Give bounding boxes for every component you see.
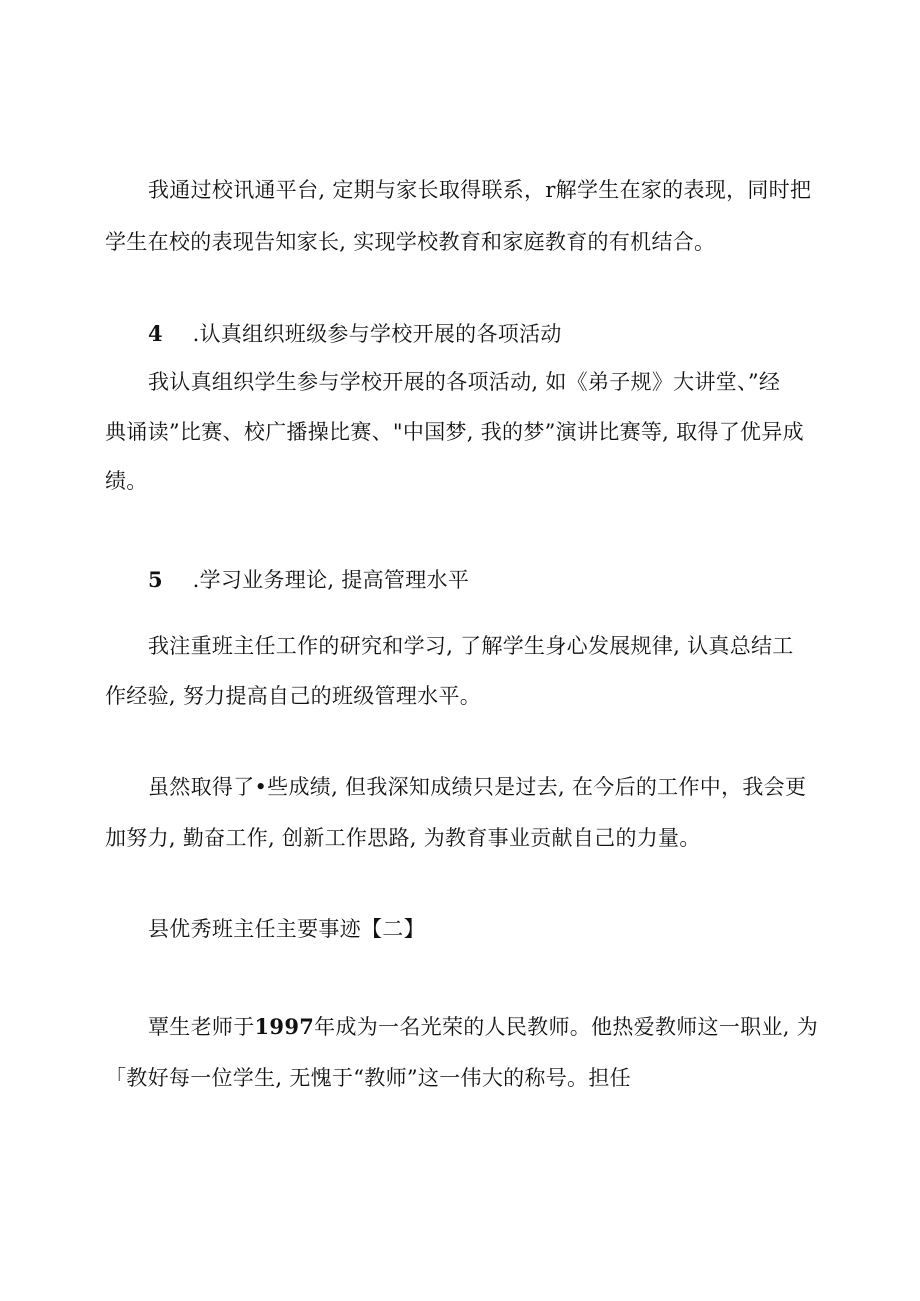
paragraph-line: 学生在校的表现告知家长, 实现学校教育和家庭教育的有机结合。: [105, 230, 716, 254]
section-heading-5: [148, 565, 469, 595]
paragraph-line: 我认真组织学生参与学校开展的各项活动, 如《弟子规》大讲堂、”经: [148, 370, 781, 394]
heading-number: 4: [148, 321, 163, 346]
year-number: 1997: [254, 1014, 315, 1039]
heading-text: .学习业务理论, 提高管理水平: [192, 568, 470, 592]
paragraph-line: 绩。: [105, 469, 148, 493]
paragraph-line: 我通过校讯通平台, 定期与家长取得联系，r解学生在家的表现，同时把: [148, 178, 812, 202]
paragraph-text: 覃生老师于: [148, 1015, 255, 1039]
paragraph-line: 加努力, 勤奋工作, 创新工作思路, 为教育事业贡献自己的力量。: [105, 826, 701, 850]
paragraph-line: 我注重班主任工作的研究和学习, 了解学生身心发展规律, 认真总结工: [148, 634, 794, 658]
paragraph-text: 年成为一名光荣的人民教师。他热爱教师这一职业, 为: [314, 1015, 819, 1039]
heading-text: .认真组织班级参与学校开展的各项活动: [192, 322, 562, 346]
paragraph-line: [148, 1012, 818, 1042]
section-heading-4: [148, 319, 562, 349]
paragraph-line: 「教好每一位学生, 无愧于“教师”这一伟大的称号。担任: [105, 1066, 631, 1090]
section-title: 县优秀班主任主要事迹【二】: [148, 917, 425, 941]
paragraph-line: 作经验, 努力提高自己的班级管理水平。: [105, 684, 482, 708]
paragraph-line: 典诵读”比赛、校广播操比赛、"中国梦, 我的梦”演讲比赛等, 取得了优异成: [105, 420, 804, 444]
paragraph-line: 虽然取得了•些成绩, 但我深知成绩只是过去, 在今后的工作中，我会更: [148, 775, 807, 799]
heading-number: 5: [148, 567, 163, 592]
